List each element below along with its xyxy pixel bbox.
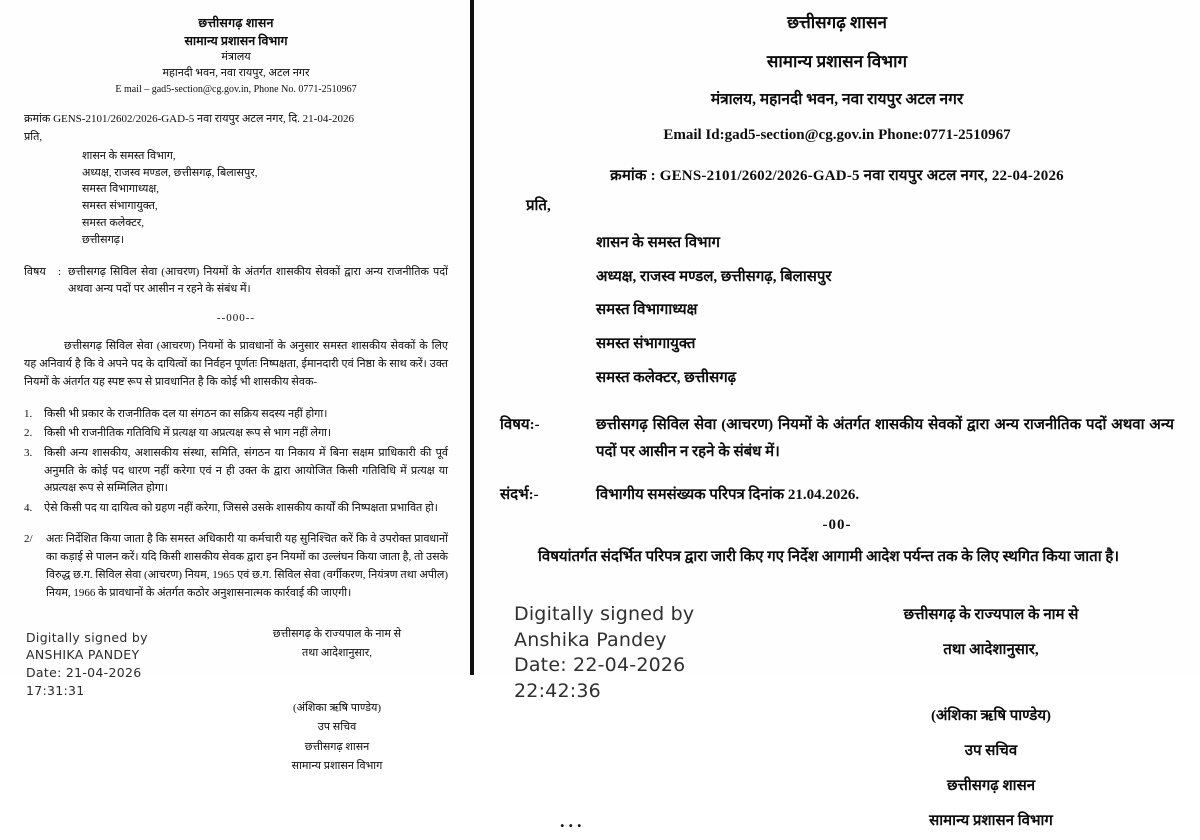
right-letterhead <box>500 10 1174 147</box>
right-header-contact: Email Id:gad5-section@cg.gov.in Phone:0771-2510967 <box>663 127 1011 144</box>
signature-line-2: ANSHIKA PANDEY <box>26 647 140 663</box>
left-prati-label: प्रति, <box>24 131 43 144</box>
list-item: शासन के समस्त विभाग <box>596 234 720 251</box>
left-signature-area <box>24 625 448 772</box>
left-closing-paragraph-text: अतः निर्देशित किया जाता है कि समस्त अधिकारी या कर्मचारी यह सुनिश्चित करें कि वे उपरोक्त प्रावधानों का कड़ाई से पालन करें। यदि किसी शासकीय सेवक द्वारा इन नियमों का उल्लंघन किया जाता है, तो उसके विरुद्ध छ.ग. सिविल सेवा (आचरण) नियम, 1965 एवं छ.ग. सिविल सेवा (वर्गीकरण, नियंत्रण तथा अपील) नियम, 1966 के प्रावधानों के अंतर्गत कठोर अनुशासनात्मक कार्रवाई की जाएगी। <box>46 533 448 599</box>
signature-line-1: Digitally signed by <box>26 629 148 645</box>
right-separator: -00- <box>822 517 852 533</box>
signature-gap <box>826 669 1156 699</box>
clause-number: 4. <box>24 501 33 514</box>
clause-text: किसी भी राजनीतिक गतिविधि में प्रत्यक्ष या अप्रत्यक्ष रूप से भाग नहीं लेगा। <box>44 427 332 440</box>
left-header-line-3: मंत्रालय <box>221 51 251 64</box>
signature-line-2: Anshika Pandey <box>514 628 667 651</box>
left-header-line-2: सामान्य प्रशासन विभाग <box>184 34 288 49</box>
right-digital-signature-stamp <box>514 602 694 705</box>
right-header-line-1: छत्तीसगढ़ शासन <box>787 13 887 32</box>
list-item: छत्तीसगढ़। <box>82 233 125 246</box>
clause-text: ऐसे किसी पद या दायित्व को ग्रहण नहीं करेगा, जिससे उसके शासकीय कार्यों की निष्पक्षता प्रभावित हो। <box>44 501 438 514</box>
authority-line-1: छत्तीसगढ़ के राज्यपाल के नाम से <box>272 627 402 640</box>
right-document <box>474 0 1200 831</box>
authority-line-4: उप सचिव <box>964 742 1018 759</box>
left-subject-text: छत्तीसगढ़ सिविल सेवा (आचरण) नियमों के अंतर्गत शासकीय सेवकों द्वारा अन्य राजनीतिक पदों अथवा अन्य पदों पर आसीन न रहने के संबंध में। <box>68 266 448 296</box>
right-reference-row <box>500 483 1174 507</box>
left-closing-paragraph-number: 2/ <box>24 533 33 546</box>
list-item: समस्त कलेक्टर, छत्तीसगढ़ <box>596 369 737 386</box>
signature-line-3: Date: 21-04-2026 <box>26 665 142 681</box>
right-reference-number: क्रमांक : GENS-2101/2602/2026-GAD-5 नवा रायपुर अटल नगर, 22-04-2026 <box>610 167 1064 184</box>
authority-line-3: (अंशिका ऋषि पाण्डेय) <box>930 707 1052 724</box>
authority-line-1: छत्तीसगढ़ के राज्यपाल के नाम से <box>903 607 1079 623</box>
left-reference-number: क्रमांक GENS-2101/2602/2026-GAD-5 नवा रायपुर अटल नगर, दि. 21-04-2026 <box>24 112 354 125</box>
list-item: समस्त विभागाध्यक्ष, <box>82 183 160 196</box>
left-subject-row <box>24 264 448 298</box>
authority-line-2: तथा आदेशानुसार, <box>943 642 1039 659</box>
right-subject-text: छत्तीसगढ़ सिविल सेवा (आचरण) नियमों के अंतर्गत शासकीय सेवकों द्वारा अन्य राजनीतिक पदों अथवा अन्य पदों पर आसीन न रहने के संबंध में। <box>596 416 1174 461</box>
list-item: समस्त कलेक्टर, <box>82 216 145 229</box>
signature-gap <box>232 663 442 699</box>
list-item: समस्त विभागाध्यक्ष <box>596 302 698 319</box>
right-addressee-list <box>596 227 1174 396</box>
clause-number: 1. <box>24 407 33 420</box>
right-prati-label: प्रति, <box>526 197 551 214</box>
right-subject-label: विषय:- <box>500 416 540 433</box>
right-authority-signature-block <box>826 598 1156 840</box>
clause-number: 3. <box>24 447 33 460</box>
list-item: अध्यक्ष, राजस्व मण्डल, छत्तीसगढ़, बिलासपुर <box>596 268 832 285</box>
right-body-paragraph: विषयांतर्गत संदर्भित परिपत्र द्वारा जारी किए गए निर्देश आगामी आदेश पर्यन्त तक के लिए स्थगित किया जाता है। <box>538 549 1120 565</box>
left-closing-paragraph-row <box>24 531 448 602</box>
authority-line-6: सामान्य प्रशासन विभाग <box>929 813 1053 830</box>
left-addressee-list <box>82 148 448 248</box>
right-header-line-2: सामान्य प्रशासन विभाग <box>766 51 908 71</box>
right-header-line-3: मंत्रालय, महानदी भवन, नवा रायपुर अटल नगर <box>710 91 964 108</box>
clause-number: 2. <box>24 427 33 440</box>
authority-line-2: तथा आदेशानुसार, <box>302 646 372 659</box>
left-header-line-1: छत्तीसगढ़ शासन <box>198 16 274 30</box>
left-letterhead <box>24 14 448 98</box>
left-authority-signature-block <box>232 625 442 777</box>
list-item: अध्यक्ष, राजस्व मण्डल, छत्तीसगढ़, बिलासपुर, <box>82 166 258 179</box>
left-header-line-4: महानदी भवन, नवा रायपुर, अटल नगर <box>162 67 310 80</box>
signature-line-1: Digitally signed by <box>514 603 695 625</box>
authority-line-4: उप सचिव <box>317 721 357 734</box>
left-subject-label: विषय <box>24 266 46 279</box>
left-separator: --000-- <box>216 312 256 325</box>
list-item <box>24 425 448 443</box>
right-reference-text: विभागीय समसंख्यक परिपत्र दिनांक 21.04.2026. <box>596 487 860 503</box>
list-item <box>24 500 448 518</box>
right-subject-row <box>500 412 1174 468</box>
list-item: समस्त संभागायुक्त, <box>82 200 158 213</box>
left-opening-paragraph: छत्तीसगढ़ सिविल सेवा (आचरण) नियमों के प्रावधानों के अनुसार समस्त शासकीय सेवकों के लिए यह अनिवार्य है कि वे अपने पद के दायित्वों का निर्वहन पूर्णतः निष्पक्षता, ईमानदारी एवं निष्ठा के साथ करें। उक्त नियमों के अंतर्गत यह स्पष्ट रूप से प्रावधानित है कि कोई भी शासकीय सेवक- <box>24 340 448 389</box>
signature-line-3: Date: 22-04-2026 <box>514 654 686 677</box>
left-clause-list <box>24 406 448 518</box>
signature-line-4: 17:31:31 <box>26 682 85 698</box>
clause-text: किसी अन्य शासकीय, अशासकीय संस्था, समिति, संगठन या निकाय में बिना सक्षम प्राधिकारी की पूर्व अनुमति के कोई पद धारण नहीं करेगा एवं न ही उक्त के द्वारा आयोजित किसी गतिविधि में प्रत्यक्ष या अप्रत्यक्ष रूप से सम्मिलित होगा। <box>44 447 448 495</box>
list-item: समस्त संभागायुक्त <box>596 336 696 352</box>
right-reference-label: संदर्भ:- <box>500 487 539 503</box>
right-signature-area <box>500 598 1174 831</box>
left-digital-signature-stamp <box>26 629 148 700</box>
left-document <box>0 0 470 772</box>
authority-line-6: सामान्य प्रशासन विभाग <box>291 759 383 772</box>
left-header-contact: E mail – gad5-section@cg.gov.in, Phone No. 0771-2510967 <box>115 84 357 96</box>
right-footer-marks: ... <box>560 811 586 831</box>
list-item: शासन के समस्त विभाग, <box>82 150 176 163</box>
authority-line-5: छत्तीसगढ़ शासन <box>304 740 370 753</box>
list-item <box>24 406 448 424</box>
clause-text: किसी भी प्रकार के राजनीतिक दल या संगठन का सक्रिय सदस्य नहीं होगा। <box>44 407 328 420</box>
authority-line-5: छत्तीसगढ़ शासन <box>946 778 1036 794</box>
list-item <box>24 445 448 498</box>
signature-line-4: 22:42:36 <box>514 679 601 702</box>
left-subject-colon: : <box>58 266 62 279</box>
authority-line-3: (अंशिका ऋषि पाण्डेय) <box>292 702 382 715</box>
